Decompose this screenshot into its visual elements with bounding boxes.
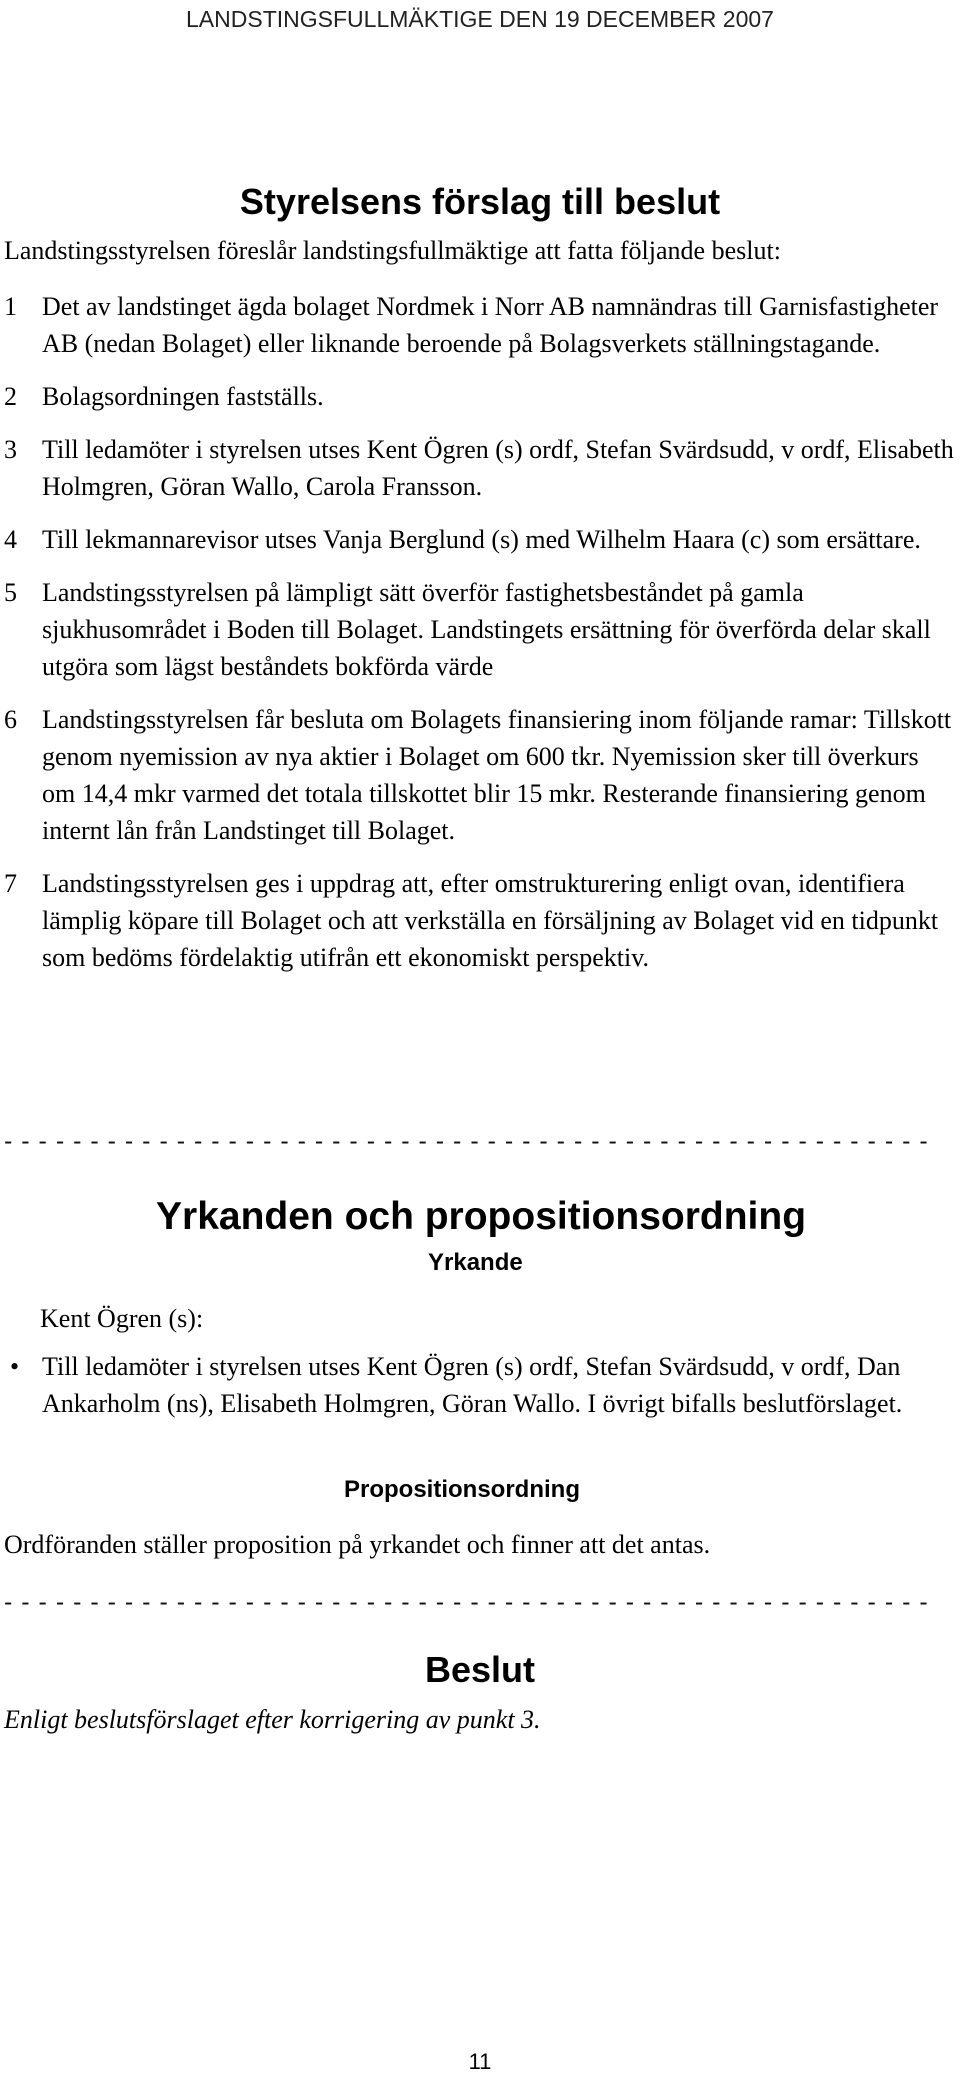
list-item — [4, 431, 954, 505]
beslut-text: Enligt beslutsförslaget efter korrigering av punkt 3. — [4, 1705, 541, 1734]
heading-yrkanden: Yrkanden och propositionsordning — [156, 1195, 807, 1238]
propositionsordning-text: Ordföranden ställer proposition på yrkandet och finner att det antas. — [4, 1530, 711, 1559]
list-item — [4, 865, 954, 976]
bullet-text: Till ledamöter i styrelsen utses Kent Ögren (s) ordf, Stefan Svärdsudd, v ordf, Dan Ankarholm (ns), Elisabeth Holmgren, Göran Wallo. I övrigt bifalls beslutförslaget. — [42, 1352, 903, 1418]
list-item — [4, 378, 954, 415]
item-number: 4 — [4, 525, 17, 554]
list-item — [4, 574, 954, 685]
proposal-list — [4, 288, 954, 992]
item-text: Bolagsordningen fastställs. — [42, 382, 324, 411]
intro-paragraph: Landstingsstyrelsen föreslår landstingsfullmäktige att fatta följande beslut: — [4, 236, 781, 265]
dashed-separator: - - - - - - - - - - - - - - - - - - - - - - - - - - - - - - - - - - - - - - - - - - - - - - - - - - - - - - — [4, 1127, 929, 1155]
speaker-label: Kent Ögren (s): — [40, 1304, 204, 1333]
list-item — [4, 288, 954, 362]
bullet-icon: • — [10, 1352, 20, 1381]
item-text: Landstingsstyrelsen får besluta om Bolagets finansiering inom följande ramar: Tillskott genom nyemission av nya aktier i Bolaget om 600 tkr. Nyemission sker till överkurs om 14,4 mkr varmed det totala tillskottet blir 15 mkr. Resterande finansiering genom internt lån från Landstinget till Bolaget. — [42, 705, 952, 845]
page-number: 11 — [468, 2049, 492, 2074]
heading-styrelsens-forslag: Styrelsens förslag till beslut — [239, 181, 721, 222]
item-number: 1 — [4, 292, 17, 321]
heading-beslut: Beslut — [424, 1649, 536, 1690]
subheading-yrkande: Yrkande — [428, 1249, 523, 1276]
list-item — [4, 521, 954, 558]
item-number: 6 — [4, 705, 17, 734]
item-number: 2 — [4, 382, 17, 411]
subheading-propositionsordning: Propositionsordning — [344, 1476, 580, 1503]
running-header: LANDSTINGSFULLMÄKTIGE DEN 19 DECEMBER 2007 — [186, 6, 774, 32]
item-text: Till ledamöter i styrelsen utses Kent Ögren (s) ordf, Stefan Svärdsudd, v ordf, Elisabeth Holmgren, Göran Wallo, Carola Fransson. — [42, 435, 954, 501]
item-text: Det av landstinget ägda bolaget Nordmek i Norr AB namnändras till Garnisfastigheter AB (nedan Bolaget) eller liknande beroende på Bolagsverkets ställningstagande. — [42, 292, 939, 358]
item-text: Till lekmannarevisor utses Vanja Berglund (s) med Wilhelm Haara (c) som ersättare. — [42, 525, 921, 554]
bullet-item — [4, 1348, 954, 1422]
item-number: 7 — [4, 869, 17, 898]
item-number: 3 — [4, 435, 17, 464]
list-item — [4, 701, 954, 849]
dashed-separator: - - - - - - - - - - - - - - - - - - - - - - - - - - - - - - - - - - - - - - - - - - - - - - - - - - - - - - — [4, 1588, 929, 1616]
item-number: 5 — [4, 578, 17, 607]
item-text: Landstingsstyrelsen ges i uppdrag att, efter omstrukturering enligt ovan, identifiera lämplig köpare till Bolaget och att verkställa en försäljning av Bolaget vid en tidpunkt som bedöms fördelaktig utifrån ett ekonomiskt perspektiv. — [42, 869, 939, 972]
item-text: Landstingsstyrelsen på lämpligt sätt överför fastighetsbeståndet på gamla sjukhusområdet i Boden till Bolaget. Landstingets ersättning för överförda delar skall utgöra som lägst beståndets bokförda värde — [42, 578, 931, 681]
